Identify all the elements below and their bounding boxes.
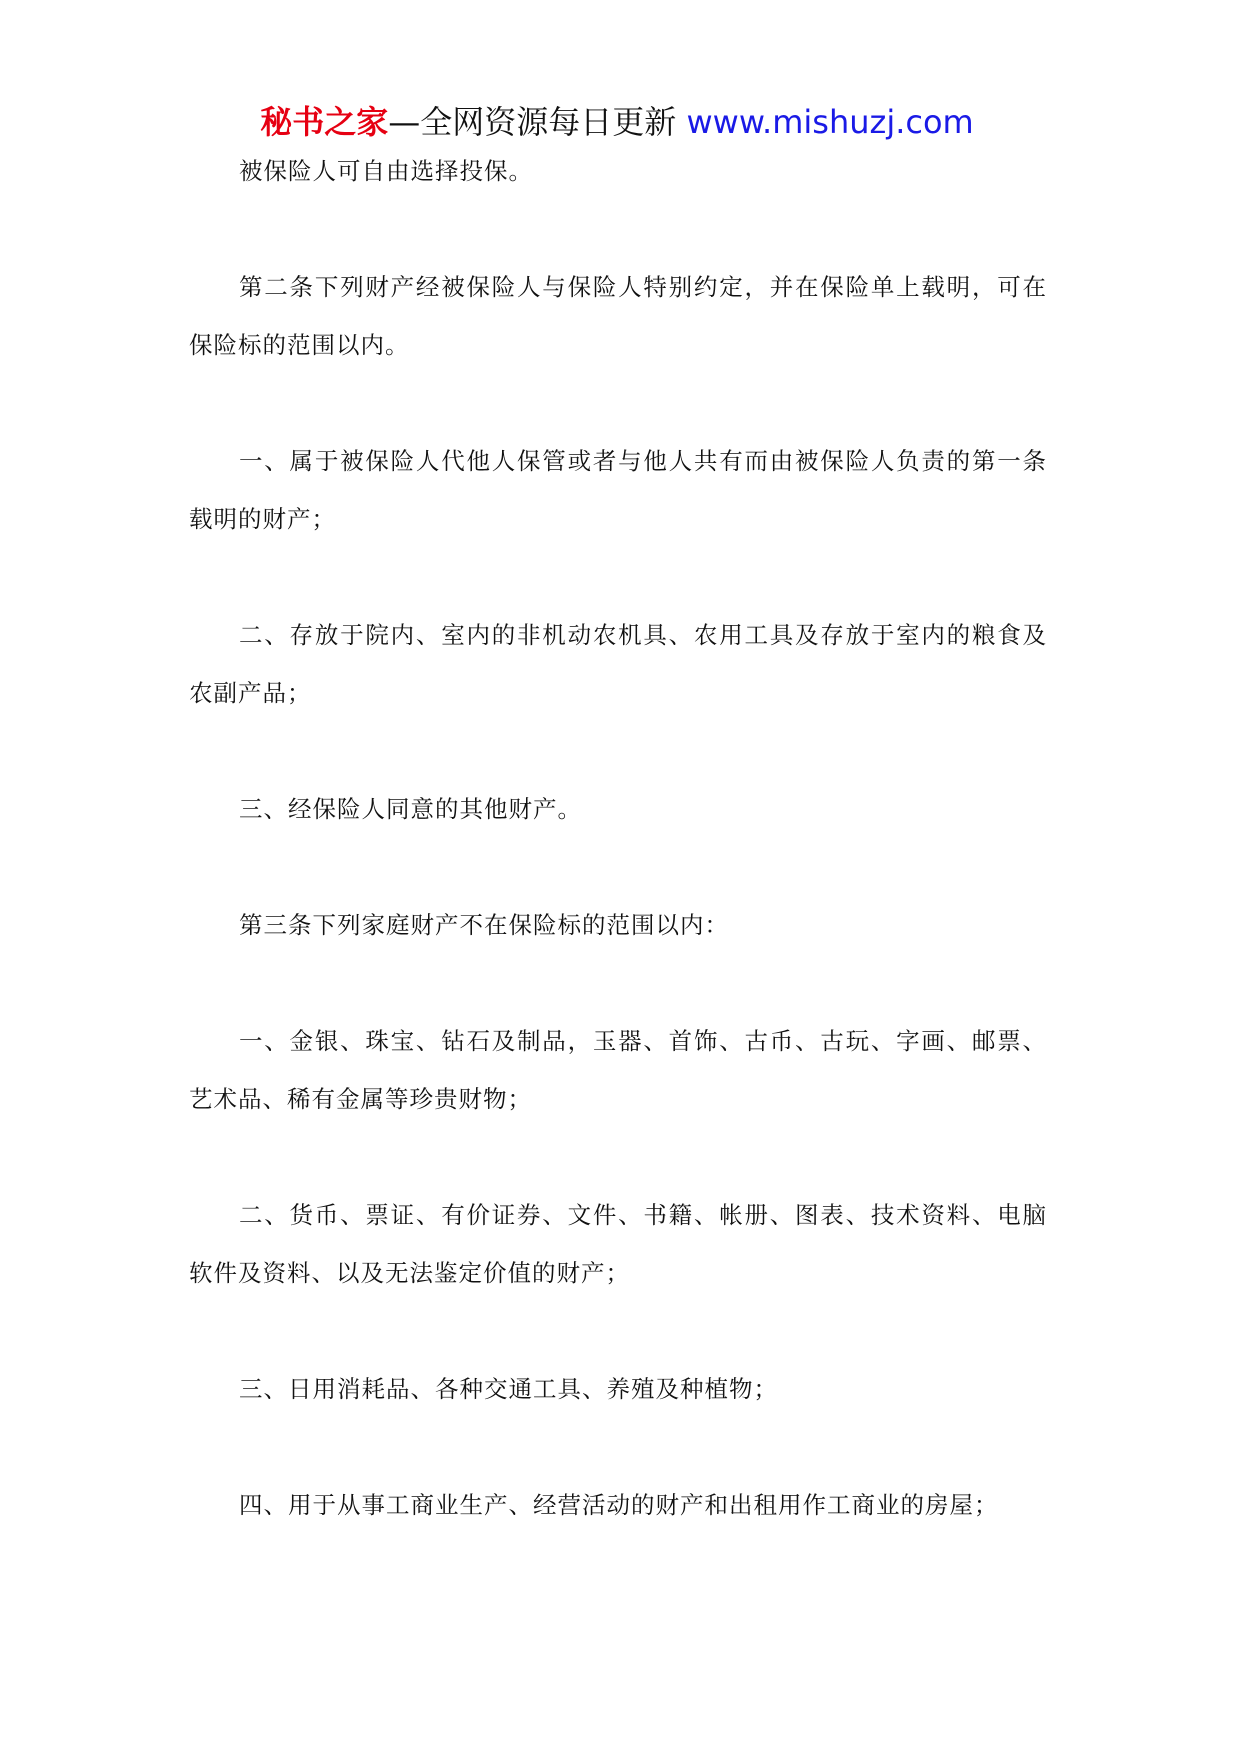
paragraph-article-3-item-2: 二、货币、票证、有价证券、文件、书籍、帐册、图表、技术资料、电脑软件及资料、以及无法鉴定价值的财产； bbox=[189, 1201, 1047, 1287]
paragraph-article-3: 第三条下列家庭财产不在保险标的范围以内： bbox=[239, 911, 729, 939]
paragraph-gap bbox=[189, 1128, 1047, 1186]
paragraph-gap bbox=[189, 1418, 1047, 1476]
site-brand-name: 秘书之家 bbox=[260, 103, 389, 141]
site-tagline: —全网资源每日更新 bbox=[388, 103, 677, 141]
paragraph-gap bbox=[189, 200, 1047, 258]
site-url: www.mishuzj.com bbox=[676, 103, 974, 141]
paragraph-article-2: 第二条下列财产经被保险人与保险人特别约定，并在保险单上载明，可在保险标的范围以内。 bbox=[189, 273, 1047, 359]
paragraph-continuation: 被保险人可自由选择投保。 bbox=[239, 157, 533, 185]
paragraph-article-3-item-3: 三、日用消耗品、各种交通工具、养殖及种植物； bbox=[239, 1375, 778, 1403]
document-body bbox=[189, 142, 1047, 1534]
paragraph-gap bbox=[189, 722, 1047, 780]
paragraph-article-2-item-1: 一、属于被保险人代他人保管或者与他人共有而由被保险人负责的第一条载明的财产； bbox=[189, 447, 1047, 533]
paragraph-gap bbox=[189, 374, 1047, 432]
paragraph-gap bbox=[189, 1302, 1047, 1360]
paragraph-gap bbox=[189, 838, 1047, 896]
paragraph-article-3-item-1: 一、金银、珠宝、钻石及制品，玉器、首饰、古币、古玩、字画、邮票、艺术品、稀有金属等珍贵财物； bbox=[189, 1027, 1047, 1113]
site-watermark-header bbox=[0, 100, 1234, 144]
paragraph-article-2-item-2: 二、存放于院内、室内的非机动农机具、农用工具及存放于室内的粮食及农副产品； bbox=[189, 621, 1047, 707]
paragraph-gap bbox=[189, 954, 1047, 1012]
paragraph-article-3-item-4: 四、用于从事工商业生产、经营活动的财产和出租用作工商业的房屋； bbox=[239, 1491, 999, 1519]
paragraph-gap bbox=[189, 548, 1047, 606]
paragraph-article-2-item-3: 三、经保险人同意的其他财产。 bbox=[239, 795, 582, 823]
